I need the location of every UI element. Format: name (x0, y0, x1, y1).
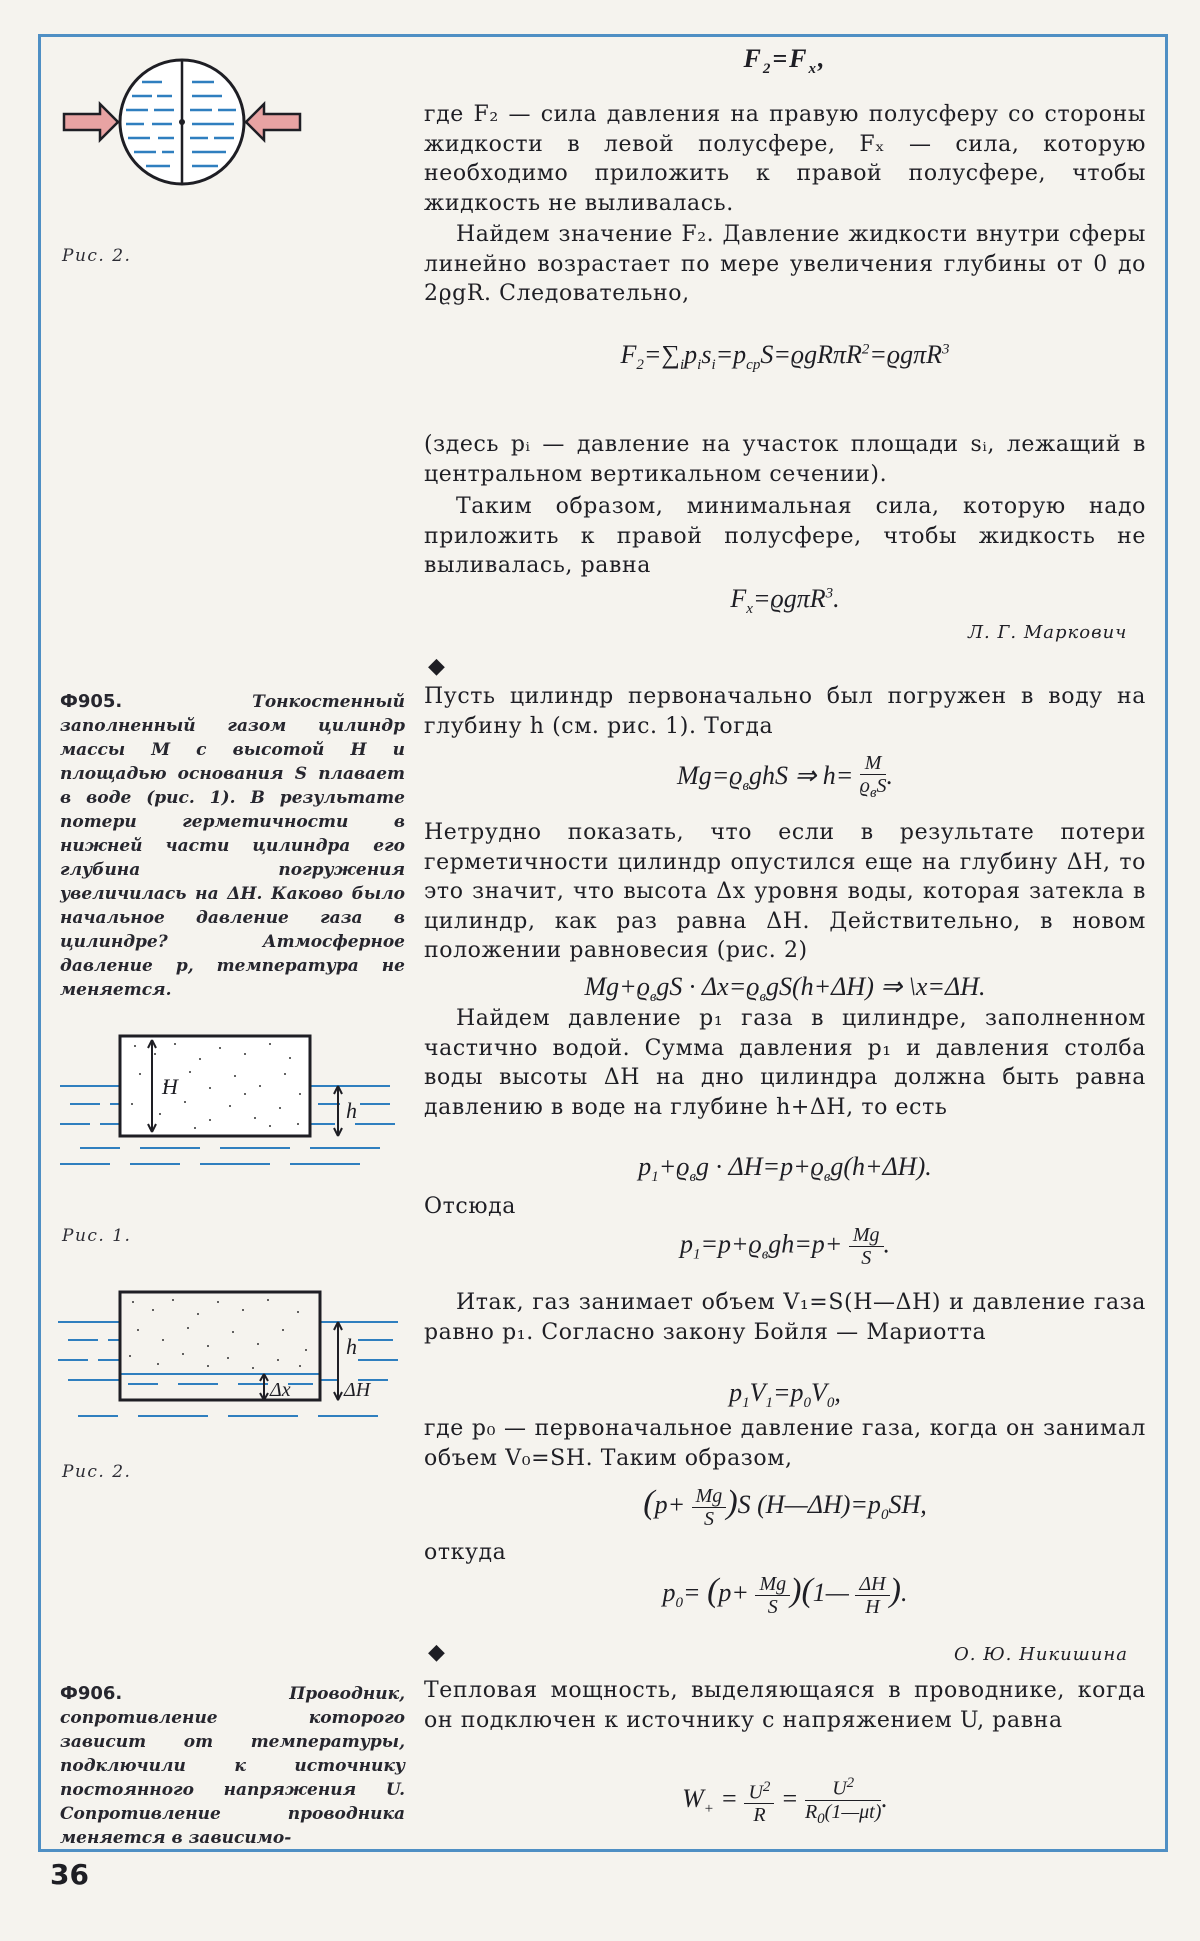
problem-905-text: Тонкостенный заполненный газом цилиндр массы M с высотой H и площадью основания S плавает в воде (рис. 1). В результате потери герметичности в нижней части цилиндра его глубина погружения увеличилась на ΔH. Каково было начальное давление газа в цилиндре? Атмосферное давление p, температура не меняется. (60, 692, 405, 1000)
diamond-906: ◆ (428, 1640, 445, 1665)
formula-power: $W_+$ = $\frac{U^2}{R}$ = $\frac{U^2}{R_0(1—\mu t)}$ . (424, 1772, 1146, 1830)
page-number: 36 (50, 1858, 89, 1891)
formula-p1: $p_1=p+ϱ_вgh=p+$ $\frac{Mg}{S}$ . (679, 1224, 891, 1269)
cylinder-figure-2 (58, 1286, 403, 1436)
formula-p0-result: $p_0= (p+$ $\frac{Mg}{S}$ )(1— $\frac{\Delta H}{H}$ ). (662, 1572, 908, 1618)
sol904-p4: Таким образом, минимальная сила, которую надо приложить к правой полусфере, чтобы жидкость не выливалась, равна (424, 494, 1146, 579)
right-arrow (246, 104, 300, 140)
sol905-p6: где p₀ — первоначальное давление газа, когда он занимал объем V₀=SH. Таким образом, (424, 1416, 1146, 1471)
sol905-p7: откуда (424, 1540, 507, 1565)
caption-fig-2: Рис. 2. (62, 1462, 132, 1482)
problem-906-number: Ф906. (60, 1683, 123, 1704)
fig2-label-dH: ΔH (344, 1379, 371, 1401)
formula-f2-sum: $F_2=\sum_ip_is_i=p_{ср}S=ϱgR\pi R^2=ϱg\pi R^3$ (620, 340, 950, 374)
fig2-label-h: h (346, 1334, 357, 1359)
author-nikishina: О. Ю. Никишина (954, 1644, 1128, 1665)
sol905-p5: Итак, газ занимает объем V₁=S(H—ΔH) и давление газа равно p₁. Согласно закону Бойля — Мариотта (424, 1290, 1146, 1345)
fig2-label-dx: Δx (270, 1379, 291, 1401)
cylinder-1 (120, 1036, 310, 1136)
sol905-p1: Пусть цилиндр первоначально был погружен в воду на глубину h (см. рис. 1). Тогда (424, 684, 1146, 739)
sol905-p2: Нетрудно показать, что если в результате потери герметичности цилиндр опустился еще на глубину ΔH, то это значит, что высота Δx уровня воды, которая затекла в цилиндр, как раз равна ΔH. Действительно, в новом положении равновесия (рис. 2) (424, 820, 1146, 964)
formula-mg-h: $Mg=ϱ_вghS$ ⇒ h= M $ϱ_вS$ . (677, 752, 893, 801)
fig1-label-h: h (346, 1098, 357, 1123)
formula-equilibrium: $Mg+ϱ_вgS \cdot \Delta x=ϱ_вgS(h+\Delta H)$ ⇒ \x=ΔH. (584, 972, 986, 1006)
formula-p1-sum: $p_1+ϱ_вg \cdot \Delta H=p+ϱ_вg(h+\Delta H)$. (638, 1152, 932, 1186)
caption-fig-1: Рис. 1. (62, 1226, 132, 1246)
problem-905-number: Ф905. (60, 691, 123, 712)
left-arrow (64, 104, 118, 140)
fig1-label-H: H (162, 1074, 178, 1099)
diamond-905: ◆ (428, 654, 445, 679)
formula-boyle: $p_1V_1=p_0V_0$, (729, 1378, 841, 1412)
sphere-figure (62, 52, 302, 192)
problem-906 (60, 1682, 405, 1850)
sol904-p3: (здесь pᵢ — давление на участок площади sᵢ, лежащий в центральном вертикальном сечении). (424, 432, 1146, 487)
cylinder-figure-1 (60, 1024, 405, 1174)
sol905-p4: Отсюда (424, 1194, 516, 1219)
sol906-p1: Тепловая мощность, выделяющаяся в проводнике, когда он подключен к источнику с напряжением U, равна (424, 1678, 1146, 1733)
formula-f2-fx: $F_2=F_x$, (743, 44, 827, 78)
author-markovich: Л. Г. Маркович (968, 622, 1128, 643)
formula-p0-equation: (p+ $\frac{Mg}{S}$ )S $(H—\Delta H)=p_0SH$, (643, 1484, 927, 1530)
sol905-p3: Найдем давление p₁ газа в цилиндре, заполненном частично водой. Сумма давления p₁ и давления столба воды высоты ΔH на дно цилиндра должна быть равна давлению в воде на глубине h+ΔH, то есть (424, 1006, 1146, 1120)
sol904-p1: где F₂ — сила давления на правую полусферу со стороны жидкости в левой полусфере, Fₓ — сила, которую необходимо приложить к правой полусфере, чтобы жидкость не выливалась. (424, 102, 1146, 216)
problem-905 (60, 690, 405, 1002)
caption-fig-top: Рис. 2. (62, 246, 132, 266)
sol904-p2: Найдем значение F₂. Давление жидкости внутри сферы линейно возрастает по мере увеличения глубины от 0 до 2ϱgR. Следовательно, (424, 222, 1146, 307)
problem-906-text: Проводник, сопротивление которого зависит от температуры, подключили к источнику постоянного напряжения U. Сопротивление проводника меняется в зависимо- (60, 1684, 405, 1848)
formula-text (0, 0, 1, 1)
formula-fx: $F_x=ϱg\pi R^3$. (730, 584, 840, 618)
